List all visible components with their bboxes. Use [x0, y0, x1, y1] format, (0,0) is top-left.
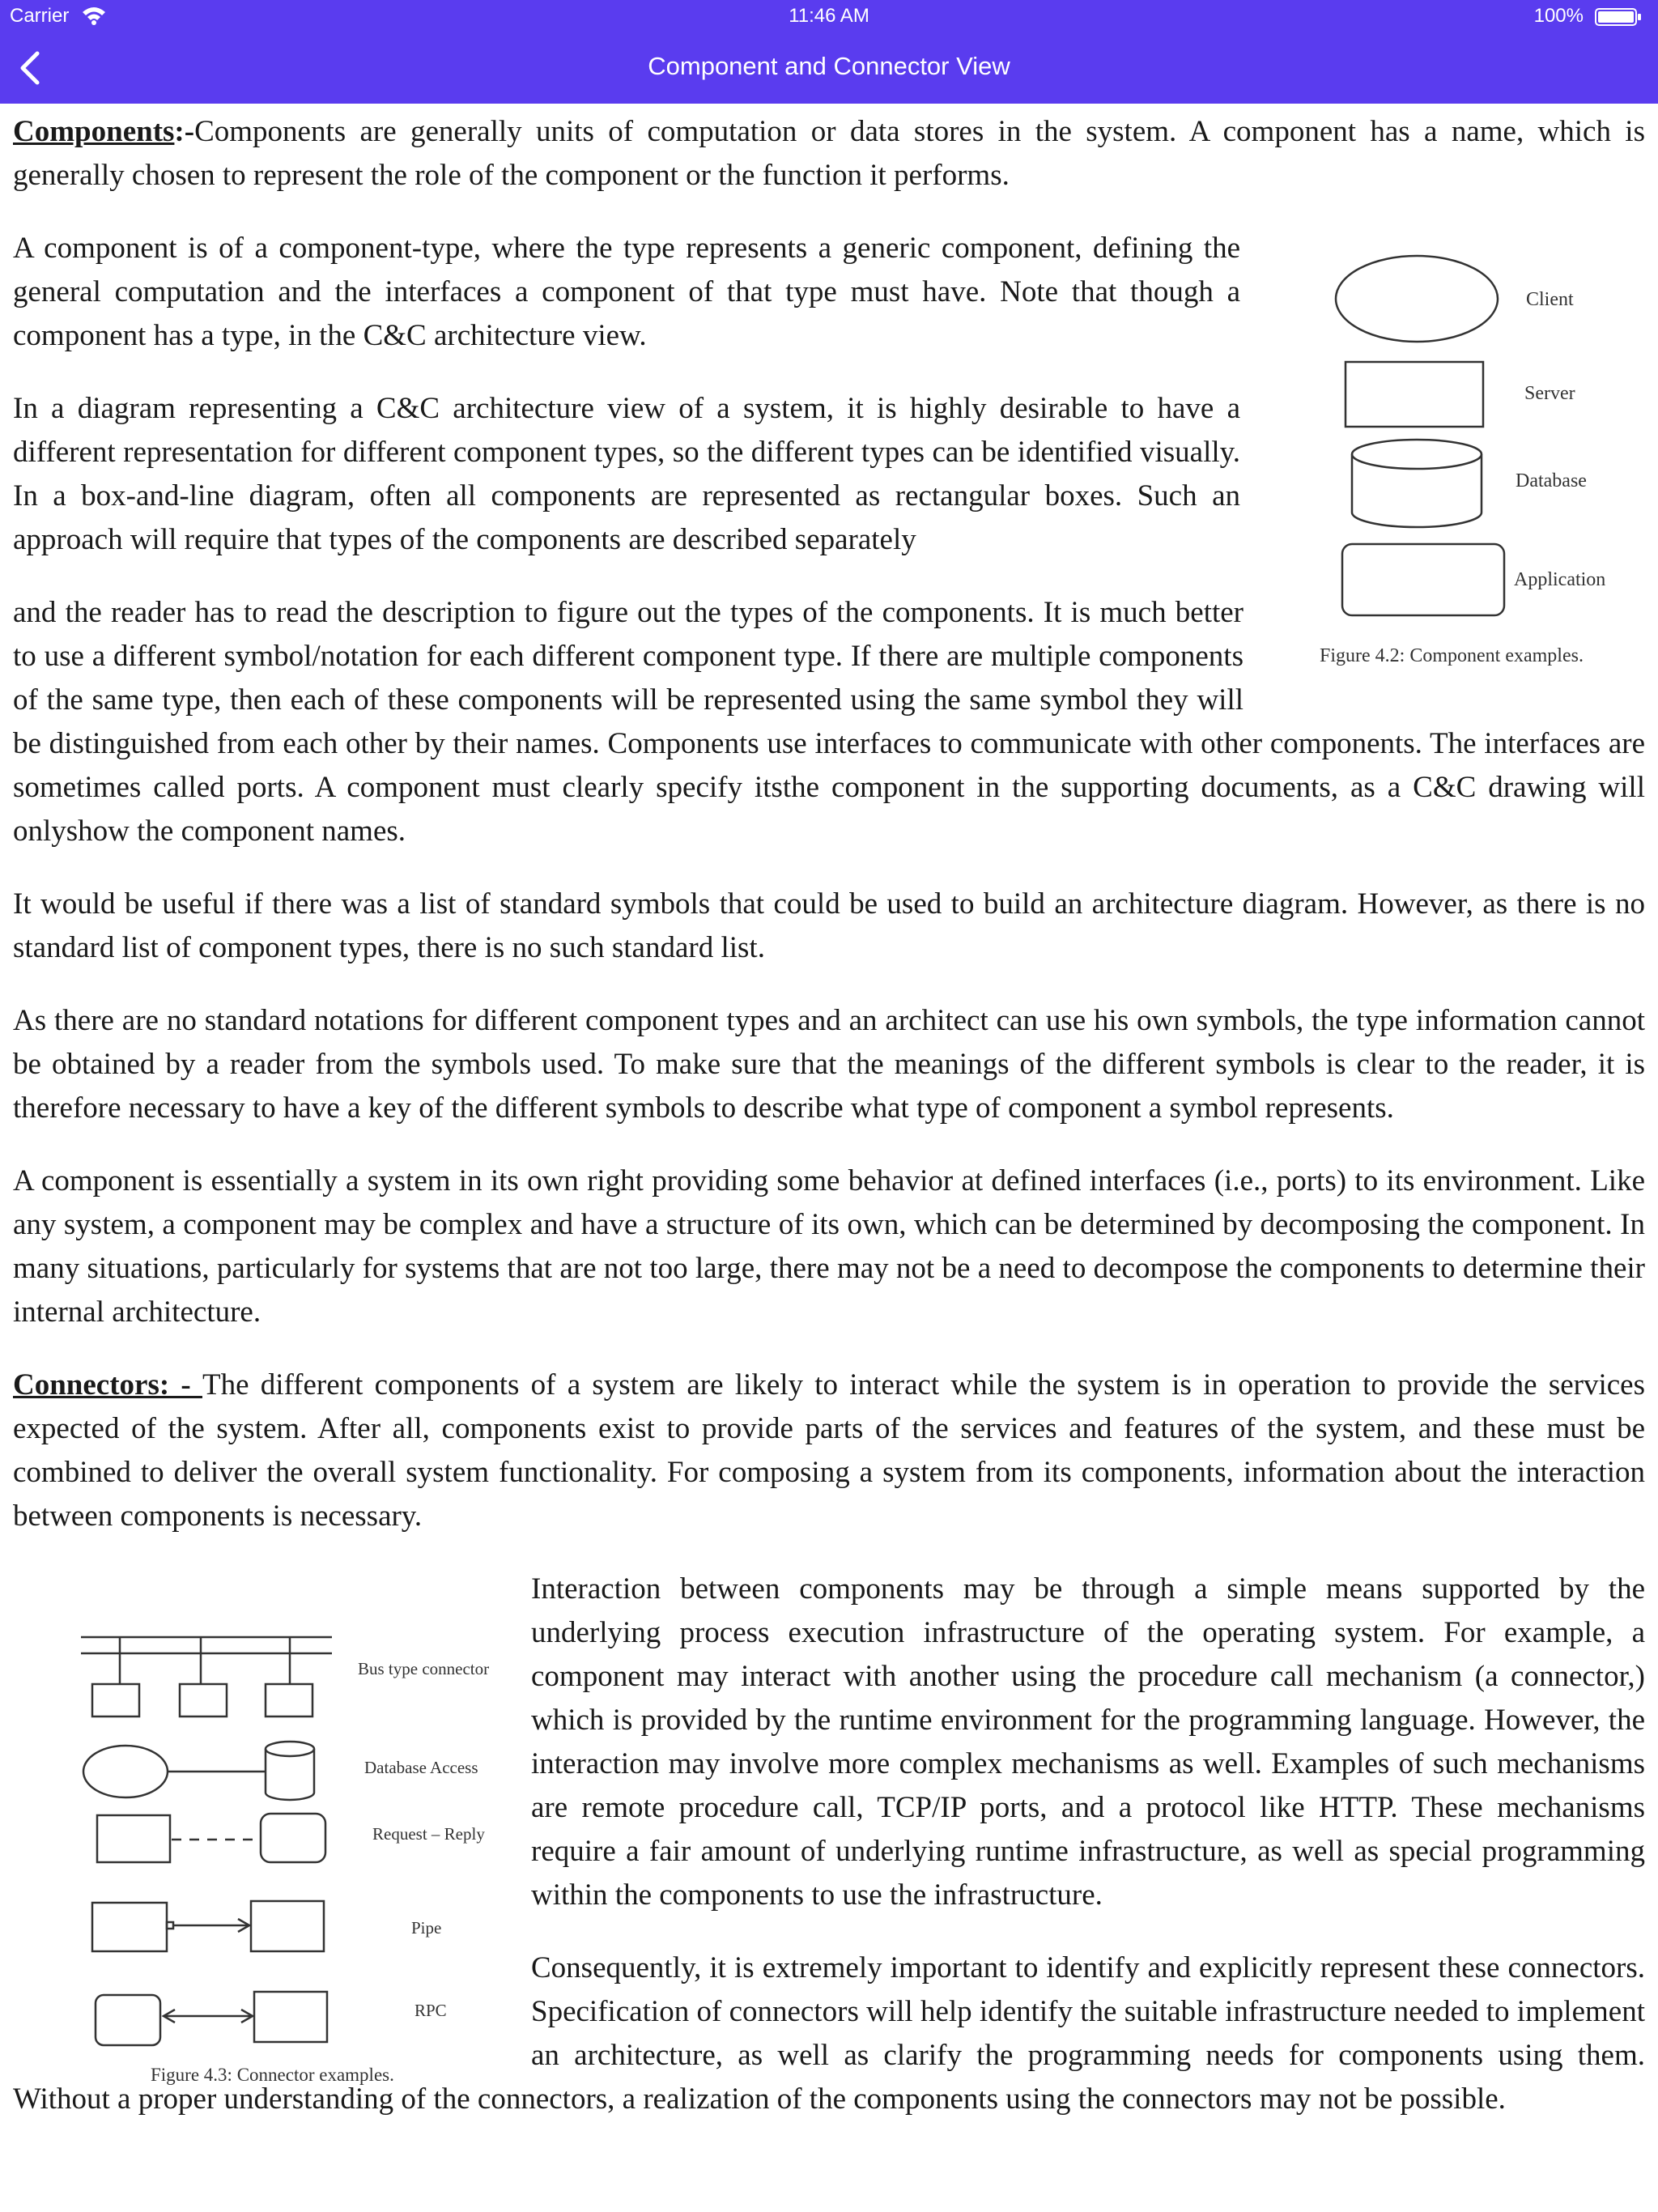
page-title: Component and Connector View: [648, 52, 1010, 80]
carrier-label: Carrier: [10, 5, 70, 27]
paragraph-symbols: and the reader has to read the description to figure out the types of the components. It is much better to use a different symbol/notation for each different component type. If there are multiple components of the same type, then each of these components will be represented using the same symbol they will be distinguished from each other by their names. Components use interfaces to communicate with other components. The interfaces are sometimes called ports. A component must clearly specify itsthe component in the supporting documents, as a C&C drawing will onlyshow the component names.: [13, 596, 1645, 848]
figure-caption-connectors: Figure 4.3: Connector examples.: [151, 2065, 394, 2085]
battery-icon: [1595, 8, 1642, 26]
paragraph-consequently: Consequently, it is extremely important to identify and explicitly represent these connectors. Specification of connectors will help identify the suitable infrastructure needed to implement an architecture, as well as clarify the programming needs for components using them. Without a proper understanding of the connectors, a realization of the components using the connectors may not be possible.: [13, 1951, 1645, 2116]
float-spacer: [1244, 591, 1645, 722]
paragraph-diagram-representation: In a diagram representing a C&C architecture view of a system, it is highly desirable to have a different representation for different component types, so the different types can be identified visually. In a box-and-line diagram, often all components are represented as rectangular boxes. Such an approach will require that types of the components are described separately: [13, 392, 1240, 556]
paragraph-no-standard-notations: As there are no standard notations for different component types and an architect can use his own symbols, the type information cannot be obtained by a reader from the symbols used. To make sure that the meanings of the different symbols is clear to the reader, it is therefore necessary to have a key of the different symbols to describe what type of component a symbol represents.: [13, 1004, 1645, 1125]
label-database: Database: [1516, 470, 1587, 491]
figure-caption-components: Figure 4.2: Component examples.: [1320, 645, 1584, 666]
label-database-access: Database Access: [364, 1758, 478, 1777]
battery-percentage: 100%: [1533, 5, 1584, 27]
connectors-heading: Connectors: -: [13, 1368, 202, 1402]
paragraph-text: Components are generally units of computation or data stores in the system. A component has a name, which is generally chosen to represent the role of the component or the function it performs.: [13, 115, 1645, 192]
paragraph-component-type: A component is of a component-type, where the type represents a generic component, defining the general computation and the interfaces a component of that type must have. Note that though a component has a type, in the C&C architecture view.: [13, 232, 1240, 352]
article-content: [13, 104, 1645, 2121]
paragraph-connectors-intro: [13, 1363, 1645, 1538]
components-heading-suffix: :-: [174, 115, 195, 148]
label-server: Server: [1524, 383, 1575, 404]
label-application: Application: [1514, 569, 1606, 590]
figure-float-spacer: [13, 1568, 531, 2040]
navigation-bar: [0, 0, 1658, 104]
paragraph-wrap-block: [13, 591, 1645, 853]
paragraph-interaction: Interaction between components may be through a simple means supported by the underlying process execution infrastructure of the operating system. For example, a component may interact with another using the procedure call mechanism (a connector,) which is provided by the runtime environment for the programming language. However, the interaction may involve more complex mechanisms as well. Examples of such mechanisms are remote procedure call, TCP/IP ports, and a protocol like HTTP. These mechanisms require a fair amount of underlying runtime infrastructure, as well as special programming within the components to use the infrastructure.: [531, 1572, 1645, 1912]
paragraph-standard-list: It would be useful if there was a list of standard symbols that could be used to build an architecture diagram. However, as there is no standard list of component types, there is no such standard list.: [13, 887, 1645, 964]
status-bar: [0, 0, 1658, 32]
paragraph-components-intro: [13, 110, 1645, 198]
label-request-reply: Request – Reply: [372, 1824, 485, 1844]
label-client: Client: [1526, 289, 1574, 310]
status-time: 11:46 AM: [789, 5, 869, 27]
components-heading: Components: [13, 115, 175, 148]
connectors-wrap-block: [13, 1568, 1645, 2121]
label-bus-connector: Bus type connector: [358, 1659, 490, 1678]
label-pipe: Pipe: [411, 1918, 442, 1938]
paragraph-component-system: A component is essentially a system in its own right providing some behavior at defined interfaces (i.e., ports) to its environment. Like any system, a component may be complex and have a structure of its own, which can be determined by decomposing the component. In many situations, particularly for systems that are not too large, there may not be a need to decompose the components to determine their internal architecture.: [13, 1164, 1645, 1329]
paragraph-text: The different components of a system are likely to interact while the system is in operation to provide the services expected of the system. After all, components exist to provide parts of the services and features of the system, and these must be combined to deliver the overall system functionality. For composing a system from its components, information about the interaction between components is necessary.: [13, 1368, 1645, 1533]
label-rpc: RPC: [414, 2001, 447, 2020]
